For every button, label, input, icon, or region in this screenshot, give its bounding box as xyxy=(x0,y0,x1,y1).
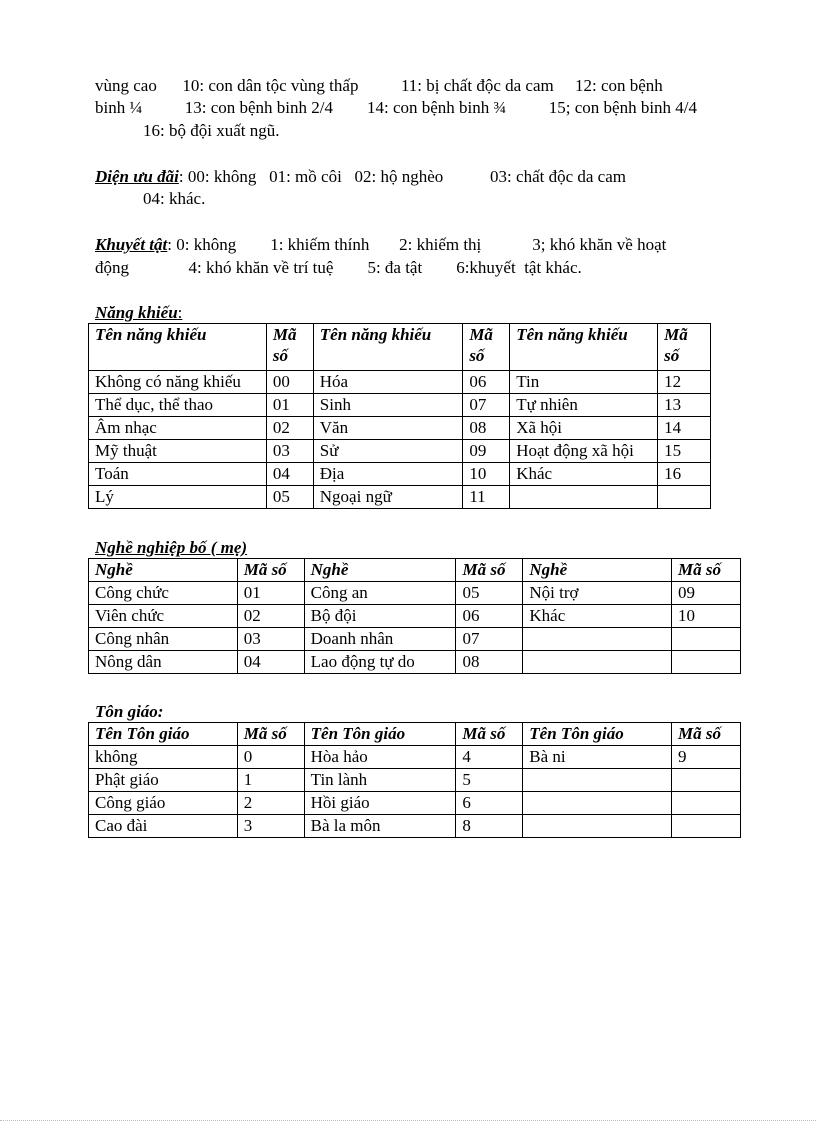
table-cell: 15 xyxy=(658,440,711,463)
khuyet-tat-label: Khuyết tật xyxy=(95,235,168,254)
table-cell: 01 xyxy=(237,582,304,605)
table-row xyxy=(89,440,711,463)
table-cell: Toán xyxy=(89,463,267,486)
table-cell xyxy=(672,628,741,651)
table-cell: 02 xyxy=(237,605,304,628)
table-cell: 10 xyxy=(672,605,741,628)
table-cell: 11 xyxy=(463,486,510,509)
table-cell: không xyxy=(89,746,238,769)
table-cell: Xã hội xyxy=(510,417,658,440)
header-cell: Tên Tôn giáo xyxy=(89,723,238,746)
table-cell: Hoạt động xã hội xyxy=(510,440,658,463)
table-row xyxy=(89,651,741,674)
table-row xyxy=(89,582,741,605)
table-cell: 04 xyxy=(237,651,304,674)
table-row xyxy=(89,605,741,628)
header-cell: Mã số xyxy=(672,559,741,582)
table-cell xyxy=(672,651,741,674)
dien-uu-dai-line-2: 04: khác. xyxy=(143,189,206,208)
nang-khieu-table xyxy=(88,323,711,509)
header-cell: Tên năng khiếu xyxy=(510,324,658,371)
table-cell: Tự nhiên xyxy=(510,394,658,417)
table-cell: Hòa hảo xyxy=(304,746,456,769)
table-cell: Công an xyxy=(304,582,456,605)
table-cell: 16 xyxy=(658,463,711,486)
table-cell: 8 xyxy=(456,815,523,838)
header-cell: Mã số xyxy=(266,324,313,371)
table-cell: 1 xyxy=(237,769,304,792)
table-cell: Công chức xyxy=(89,582,238,605)
table-cell: 06 xyxy=(456,605,523,628)
header-cell: Mã số xyxy=(456,559,523,582)
table-row xyxy=(89,486,711,509)
header-cell: Tên năng khiếu xyxy=(89,324,267,371)
table-cell: Hồi giáo xyxy=(304,792,456,815)
table-cell: Sử xyxy=(313,440,463,463)
table-cell: Sinh xyxy=(313,394,463,417)
table-cell: 07 xyxy=(456,628,523,651)
page-bottom-border xyxy=(0,1120,816,1121)
table-cell: 9 xyxy=(672,746,741,769)
table-cell: 3 xyxy=(237,815,304,838)
khuyet-tat-line xyxy=(95,235,666,255)
table-row xyxy=(89,746,741,769)
table-row xyxy=(89,815,741,838)
table-cell: 0 xyxy=(237,746,304,769)
table-cell: 05 xyxy=(456,582,523,605)
table-cell: Bà ni xyxy=(523,746,672,769)
table-cell: Bộ đội xyxy=(304,605,456,628)
table-header-row xyxy=(89,559,741,582)
nghe-nghiep-title: Nghề nghiệp bố ( mẹ) xyxy=(95,538,248,557)
table-cell: Phật giáo xyxy=(89,769,238,792)
table-cell xyxy=(523,628,672,651)
table-cell: 01 xyxy=(266,394,313,417)
table-cell xyxy=(523,815,672,838)
table-row xyxy=(89,394,711,417)
table-row xyxy=(89,769,741,792)
khuyet-tat-line-2: động 4: khó khăn về trí tuệ 5: đa tật 6:khuyết tật khác. xyxy=(95,258,582,277)
header-cell: Tên năng khiếu xyxy=(313,324,463,371)
header-cell: Mã số xyxy=(672,723,741,746)
table-cell: Âm nhạc xyxy=(89,417,267,440)
dien-uu-dai-text: : 00: không 01: mồ côi 02: hộ nghèo 03: chất độc da cam xyxy=(178,167,626,186)
table-cell: 03 xyxy=(237,628,304,651)
header-cell: Mã số xyxy=(237,559,304,582)
table-cell xyxy=(523,769,672,792)
table-cell: Lao động tự do xyxy=(304,651,456,674)
table-cell: 02 xyxy=(266,417,313,440)
table-cell xyxy=(658,486,711,509)
table-cell: Công giáo xyxy=(89,792,238,815)
header-cell: Mã số xyxy=(237,723,304,746)
table-cell: Hóa xyxy=(313,371,463,394)
table-row xyxy=(89,371,711,394)
table-cell: Ngoại ngữ xyxy=(313,486,463,509)
intro-line-2: binh ¼ 13: con bệnh binh 2/4 14: con bệnh binh ¾ 15; con bệnh binh 4/4 xyxy=(95,98,698,117)
header-cell: Tên Tôn giáo xyxy=(523,723,672,746)
nang-khieu-title-text: Năng khiếu xyxy=(95,303,178,322)
intro-line-1: vùng cao 10: con dân tộc vùng thấp 11: bị chất độc da cam 12: con bệnh xyxy=(95,76,663,95)
table-cell: Tin lành xyxy=(304,769,456,792)
dien-uu-dai-line xyxy=(95,167,626,187)
table-cell: 10 xyxy=(463,463,510,486)
header-cell: Mã số xyxy=(658,324,711,371)
table-cell xyxy=(672,815,741,838)
table-cell: 14 xyxy=(658,417,711,440)
dien-uu-dai-label: Diện ưu đãi xyxy=(95,167,179,186)
table-cell: 07 xyxy=(463,394,510,417)
table-cell: 08 xyxy=(456,651,523,674)
table-cell: 00 xyxy=(266,371,313,394)
table-header-row xyxy=(89,723,741,746)
table-cell: 03 xyxy=(266,440,313,463)
table-row xyxy=(89,463,711,486)
table-cell xyxy=(510,486,658,509)
table-cell: Tin xyxy=(510,371,658,394)
table-row xyxy=(89,417,711,440)
table-cell: 09 xyxy=(672,582,741,605)
table-cell: Doanh nhân xyxy=(304,628,456,651)
nghe-nghiep-table xyxy=(88,558,741,674)
ton-giao-table xyxy=(88,722,741,838)
nang-khieu-title xyxy=(95,303,182,323)
table-cell: 06 xyxy=(463,371,510,394)
table-cell: Bà la môn xyxy=(304,815,456,838)
khuyet-tat-text: : 0: không 1: khiếm thính 2: khiếm thị 3; khó khăn về hoạt xyxy=(167,235,667,254)
header-cell: Nghề xyxy=(89,559,238,582)
table-cell: 6 xyxy=(456,792,523,815)
table-header-row xyxy=(89,324,711,371)
table-row xyxy=(89,792,741,815)
table-cell: Thể dục, thể thao xyxy=(89,394,267,417)
header-cell: Nghề xyxy=(304,559,456,582)
intro-line-3: 16: bộ đội xuất ngũ. xyxy=(143,121,280,140)
ton-giao-title: Tôn giáo: xyxy=(95,702,164,721)
table-cell: 05 xyxy=(266,486,313,509)
table-cell xyxy=(672,792,741,815)
table-cell: 09 xyxy=(463,440,510,463)
table-cell xyxy=(523,792,672,815)
table-cell: Công nhân xyxy=(89,628,238,651)
header-cell: Mã số xyxy=(456,723,523,746)
table-cell: Khác xyxy=(523,605,672,628)
table-cell: Nông dân xyxy=(89,651,238,674)
table-cell: 5 xyxy=(456,769,523,792)
header-cell: Mã số xyxy=(463,324,510,371)
table-cell: 04 xyxy=(266,463,313,486)
table-cell: 13 xyxy=(658,394,711,417)
table-cell xyxy=(672,769,741,792)
table-cell: Cao đài xyxy=(89,815,238,838)
table-cell: 2 xyxy=(237,792,304,815)
header-cell: Nghề xyxy=(523,559,672,582)
table-cell: Khác xyxy=(510,463,658,486)
table-cell xyxy=(523,651,672,674)
table-cell: 08 xyxy=(463,417,510,440)
table-cell: 12 xyxy=(658,371,711,394)
table-cell: Không có năng khiếu xyxy=(89,371,267,394)
table-cell: Văn xyxy=(313,417,463,440)
nang-khieu-title-suffix: : xyxy=(177,303,183,322)
header-cell: Tên Tôn giáo xyxy=(304,723,456,746)
table-cell: Mỹ thuật xyxy=(89,440,267,463)
table-cell: 4 xyxy=(456,746,523,769)
table-row xyxy=(89,628,741,651)
table-cell: Viên chức xyxy=(89,605,238,628)
table-cell: Địa xyxy=(313,463,463,486)
table-cell: Lý xyxy=(89,486,267,509)
table-cell: Nội trợ xyxy=(523,582,672,605)
